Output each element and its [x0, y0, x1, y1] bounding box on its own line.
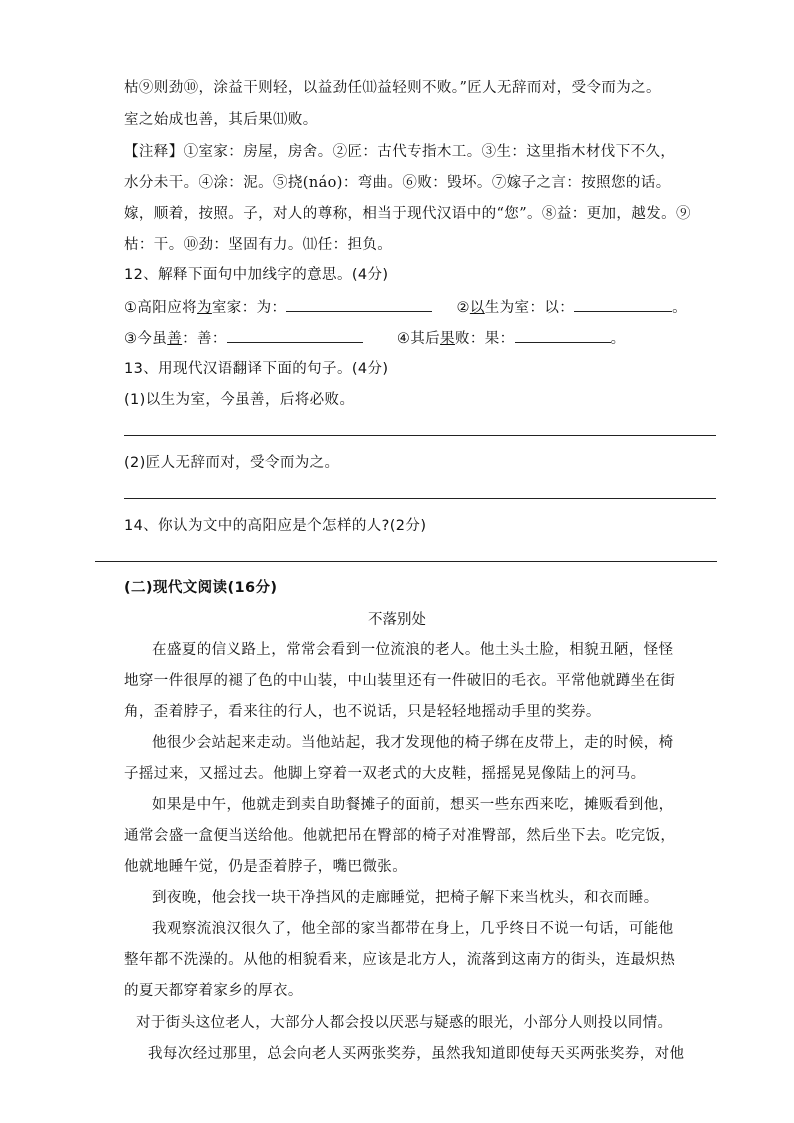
q12-item-2: ②以生为室：以： [456, 300, 575, 316]
article-line-6: 如果是中午，他就走到卖自助餐摊子的面前，想买一些东西来吃，摊贩看到他， [152, 797, 674, 813]
q13-answer-line-2[interactable] [124, 498, 716, 499]
q13-answer-line-1[interactable] [124, 435, 716, 436]
classical-line-2: 室之始成也善，其后果⑾败。 [124, 112, 318, 128]
q12-row-2: ③今虽善：善： ④其后果败：果： 。 [124, 328, 625, 349]
article-line-10: 我观察流浪汉很久了，他全部的家当都带在身上，几乎终日不说一句话，可能他 [152, 921, 674, 937]
q12-answer-2[interactable] [574, 297, 672, 312]
q12-item-4: ④其后果败：果： [396, 331, 515, 347]
notes-line-4: 枯：干。⑩劲：坚固有力。⑾任：担负。 [124, 237, 393, 253]
notes-line-1: 【注释】①室家：房屋，房舍。②匠：古代专指木工。③生：这里指木材伐下不久， [124, 144, 676, 160]
article-line-9: 到夜晚，他会找一块干净挡风的走廊睡觉，把椅子解下来当枕头，和衣而睡。 [152, 890, 659, 906]
q13-sentence-2: (2)匠人无辞而对，受令而为之。 [124, 455, 340, 471]
article-line-2: 地穿一件很厚的褪了色的中山装，中山装里还有一件破旧的毛衣。平常他就蹲坐在街 [124, 673, 676, 689]
q12-item-3: ③今虽善：善： [124, 331, 227, 347]
q12-item-1: ①高阳应将为室家：为： [124, 300, 287, 316]
article-line-5: 子摇过来，又摇过去。他脚上穿着一双老式的大皮鞋，摇摇晃晃像陆上的河马。 [124, 766, 646, 782]
notes-line-3: 嫁，顺着，按照。子，对人的尊称，相当于现代汉语中的“您”。⑧益：更加，越发。⑨ [124, 206, 691, 222]
article-line-12: 的夏天都穿着家乡的厚衣。 [124, 983, 303, 999]
classical-line-1: 枯⑨则劲⑩，涂益干则轻，以益劲任⑾益轻则不败。”匠人无辞而对，受令而为之。 [124, 80, 661, 96]
q12-answer-3[interactable] [227, 328, 363, 343]
q12-row-1: ①高阳应将为室家：为： ②以生为室：以： 。 [124, 297, 687, 318]
q12-title: 12、解释下面句中加线字的意思。(4分) [124, 267, 389, 283]
section-divider [95, 561, 717, 562]
article-line-14: 我每次经过那里，总会向老人买两张奖券，虽然我知道即使每天买两张奖券，对他 [148, 1046, 685, 1062]
article-line-11: 整年都不洗澡的。从他的相貌看来，应该是北方人，流落到这南方的街头，连最炽热 [124, 952, 676, 968]
section2-heading: (二)现代文阅读(16分) [124, 580, 278, 596]
article-line-7: 通常会盛一盒便当送给他。他就把吊在臀部的椅子对准臀部，然后坐下去。吃完饭， [124, 828, 676, 844]
q13-title: 13、用现代汉语翻译下面的句子。(4分) [124, 361, 389, 377]
q12-answer-1[interactable] [286, 297, 432, 312]
article-line-3: 角，歪着脖子，看来往的行人，也不说话，只是轻轻地摇动手里的奖券。 [124, 704, 601, 720]
q13-sentence-1: (1)以生为室，今虽善，后将必败。 [124, 392, 355, 408]
article-line-8: 他就地睡午觉，仍是歪着脖子，嘴巴微张。 [124, 859, 408, 875]
article-line-1: 在盛夏的信义路上，常常会看到一位流浪的老人。他土头土脸，相貌丑陋，怪怪 [152, 642, 674, 658]
q14-title: 14、你认为文中的高阳应是个怎样的人?(2分) [124, 518, 427, 534]
article-line-13: 对于街头这位老人，大部分人都会投以厌恶与疑惑的眼光，小部分人则投以同情。 [136, 1015, 673, 1031]
notes-line-2: 水分未干。④涂：泥。⑤挠(náo)：弯曲。⑥败：毁坏。⑦嫁子之言：按照您的话。 [124, 175, 671, 191]
q12-answer-4[interactable] [515, 328, 611, 343]
article-title: 不落别处 [368, 612, 426, 628]
article-line-4: 他很少会站起来走动。当他站起，我才发现他的椅子绑在皮带上，走的时候，椅 [152, 735, 674, 751]
